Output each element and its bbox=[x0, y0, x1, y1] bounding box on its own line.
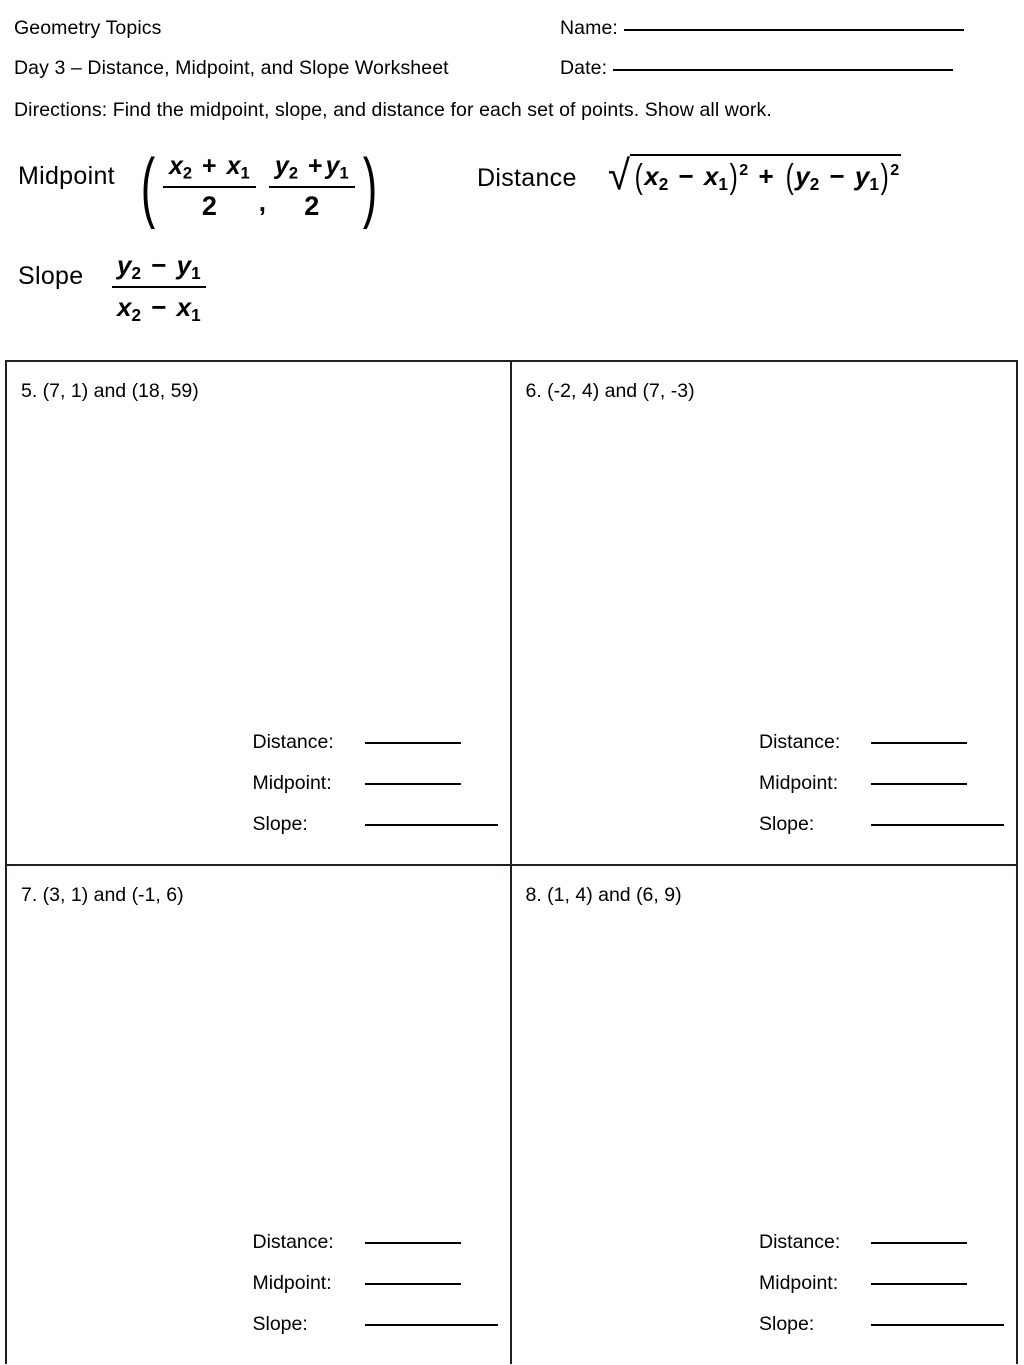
slope-answer-label: Slope: bbox=[252, 813, 308, 835]
directions-row bbox=[14, 99, 772, 122]
worksheet-header bbox=[0, 0, 1024, 140]
midpoint-x-fraction bbox=[163, 152, 256, 222]
midpoint-y-denominator: 2 bbox=[304, 190, 320, 221]
problem-row-bottom bbox=[7, 866, 1016, 1364]
midpoint-answer-label: Midpoint: bbox=[759, 772, 839, 794]
midpoint-close-paren: ) bbox=[362, 141, 377, 230]
problem-5-text: 5. (7, 1) and (18, 59) bbox=[21, 380, 199, 402]
problem-5-midpoint-blank[interactable] bbox=[365, 783, 461, 785]
problem-7-answers bbox=[253, 1231, 498, 1354]
problem-6-distance-blank[interactable] bbox=[871, 742, 967, 744]
problem-6-slope-blank[interactable] bbox=[871, 824, 1004, 826]
midpoint-comma: , bbox=[258, 186, 266, 217]
problem-8-slope-row bbox=[759, 1313, 1004, 1354]
directions-text: Directions: Find the midpoint, slope, and distance for each set of points. Show all work. bbox=[14, 99, 772, 121]
formula-reference-section bbox=[0, 140, 1024, 355]
problem-6-slope-row bbox=[759, 813, 1004, 854]
problem-8-text: 8. (1, 4) and (6, 9) bbox=[525, 884, 682, 906]
course-title: Geometry Topics bbox=[14, 17, 162, 39]
problem-8-midpoint-blank[interactable] bbox=[871, 1283, 967, 1285]
problem-7-midpoint-blank[interactable] bbox=[365, 1283, 461, 1285]
problem-5-slope-blank[interactable] bbox=[365, 824, 498, 826]
problem-8-slope-blank[interactable] bbox=[871, 1324, 1004, 1326]
problem-6-distance-row bbox=[759, 731, 967, 772]
problem-5-midpoint-row bbox=[253, 772, 461, 813]
distance-answer-label: Distance: bbox=[759, 1231, 841, 1253]
problem-7-distance-row bbox=[253, 1231, 461, 1272]
problem-cell-6[interactable] bbox=[512, 362, 1017, 864]
problem-8-distance-row bbox=[759, 1231, 967, 1272]
distance-answer-label: Distance: bbox=[759, 731, 841, 753]
worksheet-title-row bbox=[14, 57, 449, 80]
name-field-row bbox=[560, 17, 964, 40]
slope-numerator: $y_2 - y_1$ bbox=[117, 250, 201, 283]
problem-7-midpoint-row bbox=[253, 1272, 461, 1313]
problem-8-distance-blank[interactable] bbox=[871, 1242, 967, 1244]
problem-6-answers bbox=[759, 731, 1004, 854]
slope-answer-label: Slope: bbox=[759, 813, 815, 835]
problem-7-distance-blank[interactable] bbox=[365, 1242, 461, 1244]
course-title-row bbox=[14, 17, 161, 40]
problem-6-text: 6. (-2, 4) and (7, -3) bbox=[525, 380, 695, 402]
problem-cell-5[interactable] bbox=[7, 362, 512, 864]
problem-5-distance-blank[interactable] bbox=[365, 742, 461, 744]
midpoint-answer-label: Midpoint: bbox=[759, 1272, 839, 1294]
date-label: Date: bbox=[560, 57, 608, 79]
midpoint-formula-label: Midpoint bbox=[18, 162, 115, 190]
problem-6-midpoint-row bbox=[759, 772, 967, 813]
name-label: Name: bbox=[560, 17, 618, 39]
problem-5-slope-row bbox=[253, 813, 498, 854]
midpoint-answer-label: Midpoint: bbox=[252, 772, 332, 794]
midpoint-answer-label: Midpoint: bbox=[252, 1272, 332, 1294]
distance-formula-expression bbox=[608, 152, 901, 200]
problem-cell-7[interactable] bbox=[7, 866, 512, 1364]
slope-answer-label: Slope: bbox=[252, 1313, 308, 1335]
problem-7-slope-blank[interactable] bbox=[365, 1324, 498, 1326]
problem-8-answers bbox=[759, 1231, 1004, 1354]
slope-denominator: $x_2 - x_1$ bbox=[117, 291, 201, 325]
worksheet-title: Day 3 – Distance, Midpoint, and Slope Worksheet bbox=[14, 57, 449, 79]
problem-7-slope-row bbox=[253, 1313, 498, 1354]
problem-cell-8[interactable] bbox=[512, 866, 1017, 1364]
midpoint-x-numerator: $x_2 + x_1$ bbox=[168, 152, 250, 183]
midpoint-x-denominator: 2 bbox=[201, 190, 217, 221]
distance-radicand: $(x_2 - x_1)^2 + (y_2 - y_1)^2$ bbox=[630, 154, 901, 196]
distance-answer-label: Distance: bbox=[252, 731, 334, 753]
midpoint-y-numerator: $y_2 + y_1$ bbox=[274, 152, 349, 183]
slope-formula-label: Slope bbox=[18, 262, 84, 290]
name-input-blank[interactable] bbox=[624, 29, 964, 31]
date-field-row bbox=[560, 57, 953, 80]
problem-7-text: 7. (3, 1) and (-1, 6) bbox=[21, 884, 184, 906]
date-input-blank[interactable] bbox=[613, 69, 953, 71]
slope-answer-label: Slope: bbox=[759, 1313, 815, 1335]
problem-5-distance-row bbox=[253, 731, 461, 772]
problem-grid bbox=[5, 360, 1018, 1364]
radical-sign-icon: √ bbox=[608, 152, 630, 200]
problem-5-answers bbox=[253, 731, 498, 854]
distance-formula-label: Distance bbox=[477, 164, 577, 192]
problem-row-top bbox=[7, 362, 1016, 866]
problem-8-midpoint-row bbox=[759, 1272, 967, 1313]
midpoint-open-paren: ( bbox=[140, 141, 156, 230]
slope-formula-expression bbox=[112, 250, 206, 326]
midpoint-y-fraction bbox=[269, 152, 355, 222]
problem-6-midpoint-blank[interactable] bbox=[871, 783, 967, 785]
distance-answer-label: Distance: bbox=[252, 1231, 334, 1253]
midpoint-formula-expression bbox=[135, 141, 383, 230]
